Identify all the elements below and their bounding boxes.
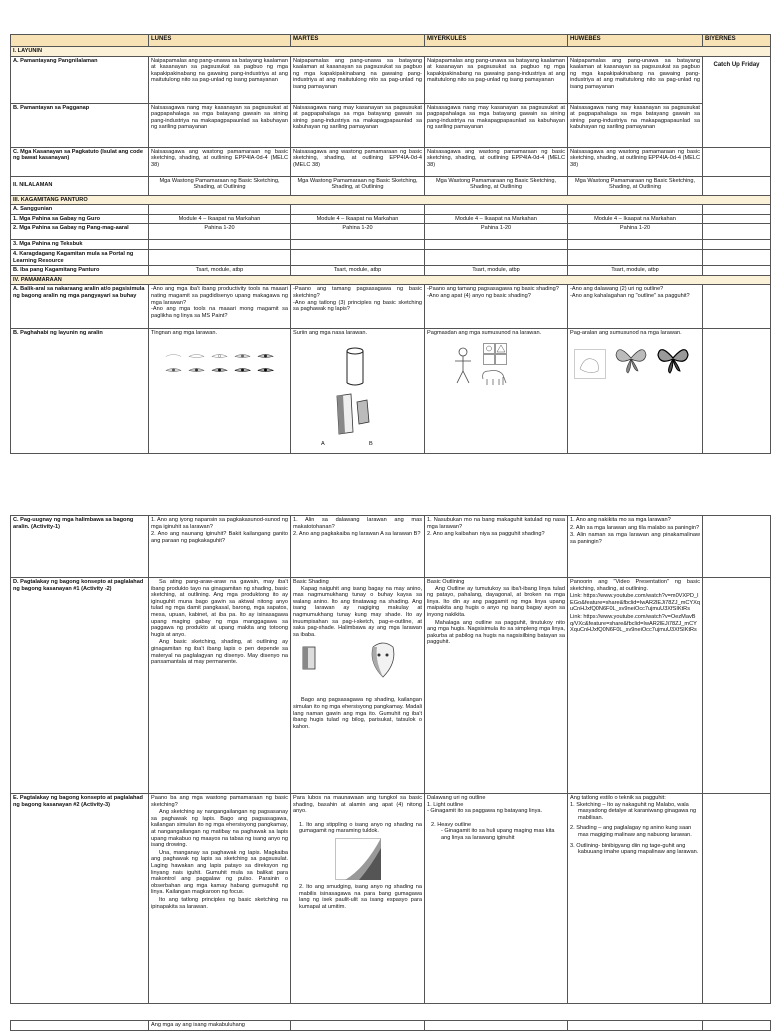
row-label: C. Pag-uugnay ng mga halimbawa sa bagong aralin. (Activity-1) xyxy=(11,516,149,578)
row-label: D. Pagtalakay ng bagong konsepto at paglalahad ng bagong kasanayan #1 (Activity -2) xyxy=(11,578,149,794)
shaded-object-image xyxy=(297,643,327,673)
eye-image xyxy=(211,351,228,361)
cell-text: Module 4 – Ikaapat na Markahan xyxy=(568,214,703,224)
cell-text: -Ano ang mga iba't ibang productivity tools na maaari nating magamit sa pagdidisenyo upang makagawa ng mga larawan? -Ano ang mga tools na maaari mong magamit sa paglikha ng linya sa MS Paint? xyxy=(149,285,291,329)
lesson-plan-table-page-3 xyxy=(10,1020,771,1031)
eye-sketch-images xyxy=(165,351,274,375)
lesson-plan-table-page-2 xyxy=(10,515,771,1004)
cell-text: Module 4 – Ikaapat na Markahan xyxy=(149,214,291,224)
cell-text: Naisasagawa ang wastong pamamaraan ng basic sketching, shading, at outlining EPP4IA-0d-4 (MELC 38) xyxy=(291,147,425,176)
cell-lunes xyxy=(149,578,291,794)
section-title: III. KAGAMITANG PANTURO xyxy=(11,195,771,205)
subtitle: Ang tatlong estilo o teknik sa pagguhit: xyxy=(570,795,666,801)
header-biyernes: BIYERNES xyxy=(703,35,771,47)
butterfly-outlined-image xyxy=(656,341,690,377)
row-label: B. Pamantayan sa Pagganap xyxy=(11,103,149,147)
cell-text: Tsart, module, atbp xyxy=(425,266,568,276)
row-label: 1. Mga Pahina sa Gabay ng Guro xyxy=(11,214,149,224)
cell-text: Pahina 1-20 xyxy=(568,224,703,240)
paragraph: Mahalaga ang outline sa pagguhit, tinutukoy nito ang mga hugis. Nagsisimula ito sa simpleng mga linya, pakurba at pabilog na hugis na nagsisilbing batayan sa pagguhit. xyxy=(427,619,565,646)
paragraph: Panoorin ang "Video Presentation" ng basic sketching, shading, at outlining. xyxy=(570,579,700,592)
row-label: 3. Mga Pahina ng Teksbuk xyxy=(11,240,149,250)
cell-text: -Paano ang tamang pagsasagawa ng basic shading? -Ano ang apat (4) anyo ng basic shading? xyxy=(425,285,568,329)
cell-text: Pag-aralan ang sumusunod na mga larawan. xyxy=(570,330,682,337)
cell-text: Naipapamalas ang pang-unawa sa batayang kaalaman at kasanayan sa pagsusukat sa pagbuo ng mga kapakipakinabang na gawaing pang-industriya at ang maitutulong nito sa pag-unlad ng isang pamayanan xyxy=(425,56,568,103)
cell-lunes xyxy=(149,516,291,578)
row-iba-pang-kagamitan xyxy=(11,266,771,276)
lesson-plan-table-page-1 xyxy=(10,34,771,454)
day-header-row xyxy=(11,35,771,47)
row-nilalaman xyxy=(11,176,771,195)
cell-miyerkules-images xyxy=(425,329,568,454)
paragraph: Ang basic sketching, shading, at outlining ay ginagamitan ng iba't ibang lapis o pen depende sa materyal na paglalagyan ng disenyo. May disenyo na pansamantala at may permanente. xyxy=(151,639,288,666)
row-label: E. Pagtalakay ng bagong konsepto at paglalahad ng bagong kasanayan #2 (Activity-3) xyxy=(11,794,149,1004)
row-label: A. Balik-aral sa nakaraang aralin at/o pagsisimula ng bagong aralin ng mga pangyayari sa buhay xyxy=(11,285,149,329)
stippling-item: 1. Ito ang stippling o isang anyo ng shading na gumagamit ng maraming tuldok. xyxy=(299,821,422,835)
cell-text: Module 4 – Ikaapat na Markahan xyxy=(291,214,425,224)
cell-text: Naipapamalas ang pang-unawa sa batayang kaalaman at kasanayan sa pagsusukat sa pagbuo ng mga kapakipakinabang na gawaing pang-industriya at ang maitutulong nito sa pag-unlad ng isang pamayanan xyxy=(291,56,425,103)
question: 1. Ano ang nakikita mo sa mga larawan? xyxy=(570,517,671,523)
cell-miyerkules xyxy=(425,578,568,794)
cell-martes xyxy=(291,578,425,794)
eye-image xyxy=(234,351,251,361)
cell-lunes-images xyxy=(149,329,291,454)
cell-text: Tsart, module, atbp xyxy=(291,266,425,276)
row-balik-aral xyxy=(11,285,771,329)
cell-huwebes xyxy=(568,578,703,794)
technique-item: 1. Sketching – Ito ay nakaguhit ng Malabo, wala masyadong detalye at karaniwang ginagawa ng mabilisan. xyxy=(570,801,697,821)
catch-up-friday: Catch Up Friday xyxy=(703,56,771,147)
row-pagtalakay-2 xyxy=(11,794,771,1004)
smudging-item: 2. Ito ang smudging, isang anyo ng shading na mabilis isinasagawa na para bang gumagawa lang ng isek paulit-ulit sa isang espasyo para kumapal at umitim. xyxy=(299,883,422,910)
row-label: A. Sanggunian xyxy=(11,205,149,215)
cell-peek: Ang mga ay ang isang makabuluhang xyxy=(149,1021,291,1031)
cell-martes-images xyxy=(291,329,425,454)
cell-text: Mga Wastong Pamamaraan ng Basic Sketching, Shading, at Outlining xyxy=(291,176,425,195)
row-gabay-guro xyxy=(11,214,771,224)
row-pamantayan-sa-pagganap xyxy=(11,103,771,147)
header-blank xyxy=(11,35,149,47)
paragraph: Bago ang pagsasagawa ng shading, kailangan simulan ito ng mga ehersisyong pangkamay. Madali lang naman gawin ang mga ito. Gumuhit ng iba't ibang hugis tulad ng bilog, parisukat, tatsulok o kahon. xyxy=(293,697,422,730)
question: 1. Nasubukan mo na bang makaguhit katulad ng nasa mga larawan? xyxy=(427,517,565,530)
row-sanggunian xyxy=(11,205,771,215)
row-label: II. NILALAMAN xyxy=(11,176,149,195)
stick-figure-image xyxy=(451,347,475,385)
question: 2. Ano ang pagkakaiba ng larawan A sa larawan B? xyxy=(293,531,421,538)
row-label: 2. Mga Pahina sa Gabay ng Pang-mag-aaral xyxy=(11,224,149,240)
cell-martes xyxy=(291,516,425,578)
technique-item: 2. Shading – ang paglalagay ng anino kung saan mas magiging malinaw ang nabuong larawan. xyxy=(570,825,692,838)
cell-text: -Paano ang tamang pagsasagawa ng basic sketching? -Ano ang tatlong (3) principles ng basic sketching sa paghawak ng lapis? xyxy=(291,285,425,329)
cell-text: Pahina 1-20 xyxy=(149,224,291,240)
outline-figures xyxy=(427,337,565,447)
eye-image xyxy=(165,365,182,375)
subtitle: Basic Outlining xyxy=(427,579,465,585)
row-teksbuk xyxy=(11,240,771,250)
cell-text: -Ano ang dalawang (2) uri ng outline? -Ano ang kahalagahan ng "outline" sa pagguhit? xyxy=(568,285,703,329)
row-label: A. Pamantayang Pangnilalaman xyxy=(11,56,149,103)
row-label: 4. Karagdagang Kagamitan mula sa Portal ng Learning Resource xyxy=(11,249,149,265)
row-label: C. Mga Kasanayan sa Pagkatuto (Isulat ang code ng bawat kasanayan) xyxy=(11,147,149,176)
cell-text: Module 4 – Ikaapat na Markahan xyxy=(425,214,568,224)
question: 1. Alin sa dalawang larawan ang mas makatotohanan? xyxy=(293,517,422,530)
shaded-face-image xyxy=(363,639,403,683)
question: 1. Ano ang iyong napansin sa pagkakasunod-sunod ng mga iginuhit sa larawan? xyxy=(151,517,288,530)
paragraph: Sa ating pang-araw-araw na gawain, may iba't ibang produkto tayo na ginagamitan ng shading, basic sketching, at outlining. Ang mga produktong ito ay iginuguhit muna bago gawin sa aktwal nitong anyo tulad ng mga damit pangkasal, barong, mga sapatos, mesa, upuan, kabinet, at iba pa. Ito ay isinasagawa upang maging gabay ng mga manggagawa sa paggawa ng produkto at upang makita ang totoong hugis at anyo. xyxy=(151,579,288,638)
row-label: B. Iba pang Kagamitang Panturo xyxy=(11,266,149,276)
paragraph: Ang Outline ay tumutukoy sa iba't-ibang linya tulad ng patayo, pahalang, dayagonal, at broken na mga linya. Ito din ay ang paggamit ng mga linya upang maipakita ang hugis o anyo ng isang bagay ayon sa inyong nakikita. xyxy=(427,585,565,618)
cell-text: Mga Wastong Pamamaraan ng Basic Sketching, Shading, at Outlining xyxy=(425,176,568,195)
cylinder-shaded-image xyxy=(333,392,373,437)
link-label: Link: xyxy=(570,613,582,620)
cell-text: Tsart, module, atbp xyxy=(568,266,703,276)
link-url[interactable]: https://www.youtube.com/watch?v=m0VXPD_IEGo&feature=share&fbclid=IwAR2lEJi78ZJ_mCYXquCnHJxfQ0N6F0L_sv9neiOcc7ujmuU3XfSIKtRs xyxy=(570,593,700,613)
cell-text: Tsart, module, atbp xyxy=(149,266,291,276)
cell-text: Pahina 1-20 xyxy=(425,224,568,240)
cell-text: Pahina 1-20 xyxy=(291,224,425,240)
cell-text: Naipapamalas ang pang-unawa sa batayang kaalaman at kasanayan sa pagsusukat sa pagbuo ng mga kapakipakinabang na gawaing pang-industriya at ang maitutulong nito sa pag-unlad ng isang pamayanan xyxy=(568,56,703,103)
cell-text: Naisasagawa nang may kasanayan sa pagsusukat at pagpapahalaga sa mga batayang gawain sa sining pang-industriya na makapagpapaunlad sa kabuhayan ng sariling pamayanan xyxy=(291,103,425,147)
cell-empty xyxy=(703,147,771,176)
video-link-2[interactable] xyxy=(570,614,700,634)
paragraph: Paano ba ang mga wastong pamamaraan ng basic sketching? xyxy=(151,795,288,808)
technique-item: 3. Outlining- binibigyang diin ng tage-guhit ang kabuuang imahe upang mapalinaw ang larawan. xyxy=(570,842,699,856)
shading-example-images xyxy=(293,639,422,697)
cell-huwebes xyxy=(568,516,703,578)
header-huwebes: HUWEBES xyxy=(568,35,703,47)
stippling-image xyxy=(335,838,381,880)
question: 2. Alin sa mga larawan ang tila malabo sa paningin? xyxy=(570,524,700,531)
butterfly-figures xyxy=(570,337,700,447)
stippling-image-wrap xyxy=(293,836,422,884)
subtitle: Dalawang uri ng outline xyxy=(427,795,486,801)
eye-image xyxy=(257,351,274,361)
section-title: IV. PAMAMARAAN xyxy=(11,275,771,285)
cell-lunes xyxy=(149,794,291,1004)
header-miyerkules: MIYERKULES xyxy=(425,35,568,47)
butterfly-shaded-image xyxy=(614,341,648,375)
subtitle: Basic Shading xyxy=(293,579,329,585)
paragraph: Ito ang tatlong principles ng basic sketching na ipinapakita sa larawan. xyxy=(151,896,288,910)
cell-miyerkules xyxy=(425,794,568,1004)
cell-text: Mga Wastong Pamamaraan ng Basic Sketching, Shading, at Outlining xyxy=(568,176,703,195)
row-pamantayang-pangnilalaman xyxy=(11,56,771,103)
section-title: I. LAYUNIN xyxy=(11,47,771,57)
question: 2. Ano ang naunang iginuhit? Bakit kailangang ganito ang paraan ng pagkakaguhit? xyxy=(151,531,288,544)
cell-martes xyxy=(291,794,425,1004)
header-lunes: LUNES xyxy=(149,35,291,47)
section-kagamitan xyxy=(11,195,771,205)
cell-huwebes-images xyxy=(568,329,703,454)
cell-huwebes xyxy=(568,794,703,1004)
paragraph: Una, manganay sa paghawak ng lapis. Magkaiba ang paghawak ng lapis sa sketching sa pagsusulat. Laging hawakan ang lapis patayo sa direksyon ng linyang nais iguhit. Gumuhit mula sa balikat para makontrol ang paggalaw ng pulso. Parainin o obserbahan ang mga kamay habang gumuguhit ng linya. Kailangan magkaroon ng focus. xyxy=(151,849,288,896)
row-pag-uugnay xyxy=(11,516,771,578)
outline-type: 2. Heavy outline xyxy=(431,821,472,828)
link-label: Link: xyxy=(570,593,582,600)
pattern-grid-image xyxy=(483,343,507,365)
paragraph: Para lubos na maunawaan ang tungkol sa basic shading, basahin at alamin ang apat (4) nitong anyo. xyxy=(293,795,422,815)
bird-sketch-image xyxy=(574,349,606,379)
link-url[interactable]: https://www.youtube.com/watch?v=OezMavBq/VXc&feature=share&fbclid=IwAR2lEJi78ZJ_mCYXquCnHJxfQ0N6F0L_sv9neiOcc7ujmuU3XfSIKtRs xyxy=(570,613,697,634)
row-paghahabi xyxy=(11,329,771,454)
cell-text: Naisasagawa nang may kasanayan sa pagsusukat at pagpapahalaga sa mga batayang gawain sa sining pang-industriya na makapagpapaunlad sa kabuhayan ng sariling pamayanan xyxy=(149,103,291,147)
row-pagtalakay-1 xyxy=(11,578,771,794)
cell-text: Naisasagawa nang may kasanayan sa pagsusukat at pagpapahalaga sa mga batayang gawain sa sining pang-industriya na makapagpapaunlad sa kabuhayan ng sariling pamayanan xyxy=(425,103,568,147)
paragraph: Kapag naiguhit ang isang bagay na may anino, mas nagmumukhang tunay o buhay kaysa sa walang anino. Ito ang tinatawag na shading. Ang isang larawan ay nagiging makulay at nagmumukhang tunay kung may shade. Ito ay inuumpisahan sa pag-i-sketch, pag-e-outline, at saka pag-shade. Halimbawa ay ang mga larawan sa ibaba. xyxy=(293,585,422,638)
label-a: A xyxy=(321,440,325,447)
eye-image xyxy=(211,365,228,375)
label-b: B xyxy=(369,440,373,447)
cell-miyerkules xyxy=(425,516,568,578)
row-label: B. Paghahabi ng layunin ng aralin xyxy=(11,329,149,454)
cell-empty xyxy=(703,176,771,195)
cylinder-outline-image xyxy=(345,347,365,387)
question: 3. Alin naman sa mga larawan ang pinakamalinaw sa paningin? xyxy=(570,532,700,545)
section-layunin xyxy=(11,47,771,57)
eye-image xyxy=(234,365,251,375)
eye-image xyxy=(188,351,205,361)
page-break-gap xyxy=(0,488,768,513)
row-mga-kasanayan xyxy=(11,147,771,176)
cell-text: Naisasagawa ang wastong pamamaraan ng basic sketching, shading, at outlining EPP4IA-0d-4 (MELC 38) xyxy=(425,147,568,176)
cell-text: Naisasagawa ang wastong pamamaraan ng basic sketching, shading, at outlining EPP4IA-0d-4 (MELC 38) xyxy=(149,147,291,176)
section-pamamaraan xyxy=(11,275,771,285)
paragraph: Ang sketching ay nangangailangan ng pagsasanay sa paghawak ng lapis. Bago ang pagsasagawa, kailangan simulan ito ng mga ehersisyong pangkamay, at nangangailangan ng matibay na paghawak sa lapis upang makabuo ng maayos na tabas ng isang anyo ng isang drowing. xyxy=(151,809,288,849)
cylinder-figures xyxy=(293,337,422,447)
header-martes: MARTES xyxy=(291,35,425,47)
outline-desc: - Ginagamit ito sa paggawa ng batayang linya. xyxy=(427,808,543,815)
row-next-page xyxy=(11,1021,771,1031)
cell-text: Naisasagawa ang wastong pamamaraan ng basic sketching, shading, at outlining EPP4IA-0d-4 (MELC 38) xyxy=(568,147,703,176)
cell-text: Suriin ang mga nasa larawan. xyxy=(293,330,368,337)
outline-type: 1. Light outline xyxy=(427,801,464,808)
cell-text: Mga Wastong Pamamaraan ng Basic Sketching, Shading, at Outlining xyxy=(149,176,291,195)
eye-image xyxy=(188,365,205,375)
outline-desc: - Ginagamit ito sa huli upang maging mas kita ang linya sa larawang iginuhit xyxy=(441,828,555,841)
question: 2. Ano ang kaibahan niya sa pagguhit shading? xyxy=(427,531,545,538)
elephant-outline-image xyxy=(479,367,509,387)
eye-image xyxy=(257,365,274,375)
video-link-1[interactable] xyxy=(570,593,700,613)
eye-image xyxy=(165,351,182,361)
row-gabay-mag-aaral xyxy=(11,224,771,240)
cell-text: Naisasagawa nang may kasanayan sa pagsusukat at pagpapahalaga sa mga batayang gawain sa sining pang-industriya na makapagpapaunlad sa kabuhayan ng sariling pamayanan xyxy=(568,103,703,147)
cell-text: Pagmasdan ang mga sumusunod na larawan. xyxy=(427,330,542,337)
cell-text: Tingnan ang mga larawan. xyxy=(151,330,218,337)
row-learning-resource xyxy=(11,249,771,265)
cell-text: Naipapamalas ang pang-unawa sa batayang kaalaman at kasanayan sa pagsusukat sa pagbuo ng mga kapakipakinabang na gawaing pang-industriya at ang maitutulong nito sa pag-unlad ng isang pamayanan xyxy=(149,56,291,103)
